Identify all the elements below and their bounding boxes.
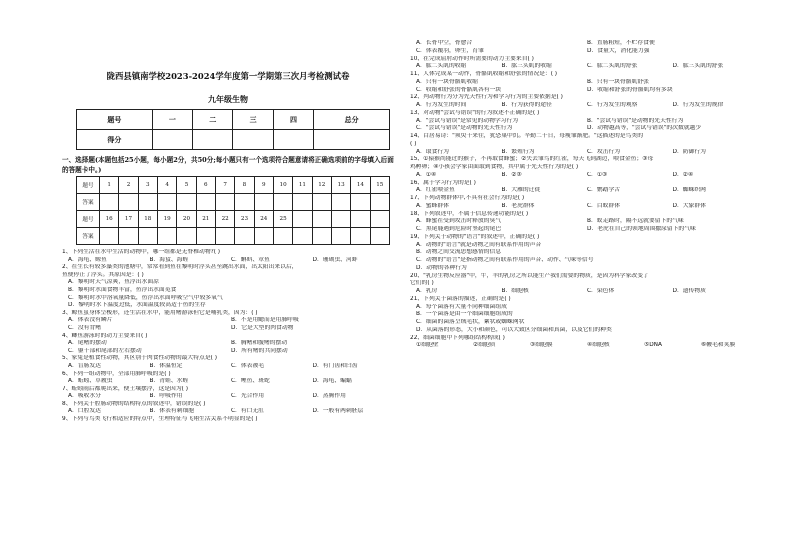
- option-choice[interactable]: B．肱三头肌的收缩: [501, 63, 552, 70]
- score-header-cell: 一: [152, 110, 192, 130]
- option-choice[interactable]: B．不是用鳃而是用肺呼吸: [231, 317, 299, 324]
- answer-label: 答案: [77, 194, 100, 211]
- answer-no-label: 题号: [77, 211, 100, 228]
- option-choice[interactable]: C．躯干部和尾部的左右摆动: [68, 347, 142, 354]
- answer-empty-cell: [293, 228, 312, 245]
- question-stem: 14、白居易诗："须臾十来往，犹恐巢中饥。辛勤二十日，母瘦雏渐肥。"这描述的是鸟类的: [410, 133, 643, 139]
- option-row: [410, 87, 758, 95]
- option-choice[interactable]: A．口腔发达: [68, 408, 101, 415]
- question-stem: 鸡孵卵；④小孩会学家由面取到食物，其中属于先天性行为的是( ): [410, 164, 579, 170]
- option-choice[interactable]: B．老虎群体: [501, 202, 535, 209]
- question-stem: ( ): [410, 140, 417, 147]
- answer-input-cell[interactable]: [254, 228, 273, 245]
- option-row: [410, 187, 758, 195]
- question-stem: 12、判动物行为分为先天性行为和学习行为的主要依据是( ): [410, 94, 563, 101]
- option-choice[interactable]: C．肱二头肌的舒张: [587, 63, 638, 70]
- question-stem: 1、下列生活在水中生活的动物中，哪一组都是无脊椎动物?( ): [62, 249, 221, 255]
- question-item: [410, 296, 758, 335]
- question-item: [62, 386, 394, 401]
- answer-number-cell: 11: [293, 177, 312, 194]
- option-choice[interactable]: A．取食行为: [416, 148, 449, 155]
- option-choice[interactable]: B．直肠粗短，不贮存食便: [587, 40, 655, 46]
- option-row: [410, 242, 758, 250]
- question-stem: 6、下列一组动物中，全部用肺呼吸的是( ): [62, 370, 171, 377]
- answer-number-cell: 14: [351, 177, 370, 194]
- question-stem: 19、下列关于动物的"语言"的叙述中，正确的是( ): [410, 233, 540, 240]
- score-input-cell[interactable]: [152, 130, 192, 150]
- option-choice[interactable]: D．海龟、蝙蝠: [312, 378, 352, 385]
- answer-input-cell[interactable]: [293, 194, 312, 211]
- question-stem: 3、鲸鱼虽身体呈梭形，还生活在水中，能用鳍游泳但它是哺乳类，因为：( ): [62, 309, 258, 316]
- option-choice[interactable]: A．"尝试与错误"是常见的动物学习行为: [416, 117, 519, 124]
- option-row: [410, 265, 758, 273]
- left-question-list: [62, 249, 394, 424]
- option-row: [62, 325, 394, 333]
- option-row: [62, 317, 394, 325]
- question-stem: 16、属于学习行为的是( ): [410, 179, 476, 186]
- question-stem: 4、鲫鱼游泳时的动力主要来自( ): [62, 332, 148, 339]
- score-header-cell: 二: [193, 110, 233, 130]
- question-stem: 10、在完成屈肘动作时所需要的动力主要来自( ): [410, 55, 534, 62]
- option-row: [410, 288, 758, 296]
- answer-input-cell[interactable]: [196, 194, 215, 211]
- option-choice[interactable]: B．大雁的迁徙: [501, 187, 541, 194]
- option-choice[interactable]: ③细胞膜: [530, 342, 553, 349]
- answer-empty-cell: [331, 228, 350, 245]
- option-row: [410, 63, 758, 71]
- option-choice[interactable]: A．长骨中空，骨愈合: [416, 40, 473, 46]
- option-choice[interactable]: B．细胞核: [501, 288, 529, 294]
- answer-number-cell: 2: [119, 177, 138, 194]
- option-choice[interactable]: C．鹦鹉学舌: [587, 187, 621, 194]
- option-choice[interactable]: D．肱三头肌的舒张: [672, 63, 724, 70]
- option-row: [410, 218, 758, 226]
- question-item: [410, 180, 758, 196]
- option-choice[interactable]: B．黎明时水面食物丰富，鱼浮出水面觅食: [68, 286, 177, 293]
- option-choice[interactable]: C．黑尾鹿遇到危险时竖起的尾巴: [416, 226, 502, 232]
- option-choice[interactable]: B．体温恒定: [149, 362, 183, 369]
- option-row: [410, 79, 758, 87]
- option-choice[interactable]: D．一般有两刺胚层: [312, 408, 364, 415]
- question-stem: 20、"乳房生物反应器"中，牛，羊的乳房之所以能生产我们需要的物质，是因为科学家改变了: [410, 272, 649, 279]
- answer-number-cell: 1: [100, 177, 119, 194]
- question-item: [62, 310, 394, 333]
- option-row: [410, 40, 758, 48]
- question-stem: 9、下列与鸟类飞行相适应的特点中，生理特征与飞翔生活关系不明显的是( ): [62, 416, 258, 423]
- answer-empty-cell: [370, 211, 389, 228]
- answer-input-cell[interactable]: [254, 194, 273, 211]
- answer-number-cell: 24: [254, 211, 273, 228]
- option-choice[interactable]: D．食量大，消化能力强: [587, 47, 650, 54]
- score-header-cell: 三: [233, 110, 273, 130]
- answer-input-cell[interactable]: [100, 194, 119, 211]
- answer-number-cell: 12: [312, 177, 331, 194]
- option-row: [410, 319, 758, 327]
- option-choice[interactable]: A．盲肠发达: [68, 362, 101, 369]
- option-row: [410, 304, 758, 312]
- question-stem: 15、①猿猴尚能过的猴子，不再取食蜂蜜；②失去雏鸟的红雀，每天飞到湖边，喂食金鱼；③母: [410, 156, 654, 163]
- question-item: [410, 110, 758, 133]
- question-stem: 8、下列关于腔肠动物的结构特点的叙述中，错误的是( ): [62, 400, 206, 407]
- option-choice[interactable]: A．只有一块骨骼肌收缩: [416, 78, 478, 85]
- question-stem: 它们的( ): [410, 280, 434, 287]
- answer-empty-cell: [351, 211, 370, 228]
- option-choice[interactable]: ⑤DNA: [644, 342, 662, 349]
- option-choice[interactable]: A．乳房: [416, 288, 438, 294]
- option-row: [62, 378, 394, 386]
- question-item: [410, 133, 758, 156]
- option-choice[interactable]: C．光合作用: [231, 393, 265, 400]
- question-stem: 13、对动物"尝试与错误"的行为叙述不正确的是( ): [410, 109, 540, 116]
- option-row: [410, 311, 758, 319]
- answer-input-cell[interactable]: [177, 228, 196, 245]
- option-choice[interactable]: B．体表有刺细胞: [149, 408, 195, 415]
- answer-empty-cell: [351, 228, 370, 245]
- option-choice[interactable]: ②细胞质: [473, 342, 496, 349]
- option-choice[interactable]: D．收缩和舒张的骨骼肌均有多块: [587, 86, 673, 93]
- answer-card-table: [76, 176, 390, 245]
- option-choice[interactable]: C．动物的"语言"是指动物之间有联系作用的声音、动作、气味等信号: [416, 257, 594, 263]
- question-item: [62, 264, 394, 310]
- answer-number-cell: 21: [196, 211, 215, 228]
- answer-input-cell[interactable]: [331, 194, 350, 211]
- score-table: [76, 109, 390, 150]
- question-item: [410, 335, 758, 351]
- question-item: [62, 333, 394, 356]
- answer-input-cell[interactable]: [235, 228, 254, 245]
- answer-input-cell[interactable]: [119, 228, 138, 245]
- answer-number-cell: 15: [370, 177, 389, 194]
- answer-input-cell[interactable]: [138, 194, 157, 211]
- option-choice[interactable]: A．动物的"语言"就是动物之间有联系作用的声音: [416, 241, 542, 248]
- question-item: [62, 401, 394, 416]
- option-row: [62, 295, 394, 303]
- question-item: [410, 56, 758, 72]
- question-item: [62, 355, 394, 370]
- answer-input-cell[interactable]: [273, 194, 292, 211]
- question-item: [410, 273, 758, 296]
- option-choice[interactable]: A．吸收水分: [68, 393, 101, 400]
- option-row: [410, 226, 758, 234]
- answer-input-cell[interactable]: [215, 228, 234, 245]
- question-item: [62, 416, 394, 424]
- answer-number-cell: 20: [177, 211, 196, 228]
- answer-input-cell[interactable]: [177, 194, 196, 211]
- option-choice[interactable]: A．体表没有鳞片: [68, 317, 113, 324]
- option-choice[interactable]: B．行为获得的途径: [501, 102, 552, 108]
- question-item: [62, 371, 394, 386]
- answer-input-cell[interactable]: [100, 228, 119, 245]
- option-choice[interactable]: C．攻击行为: [587, 148, 621, 155]
- answer-number-cell: 23: [235, 211, 254, 228]
- question-item: [410, 234, 758, 273]
- score-row-label: 得分: [77, 130, 153, 150]
- option-choice[interactable]: C．体表覆羽，卵生，育雏: [416, 47, 484, 54]
- option-choice[interactable]: D．动物的各种行为: [416, 264, 467, 271]
- option-choice[interactable]: B．一个菌落是由一个细菌细胞组成的: [416, 311, 513, 318]
- answer-empty-cell: [331, 211, 350, 228]
- question-stem: 22、细菌细胞中下列哪组结构构成( ): [410, 334, 505, 341]
- option-choice[interactable]: C．收缩和舒张的骨骼肌各有一块: [416, 86, 502, 93]
- option-choice[interactable]: B．胸鳍和腹鳍的摆动: [231, 340, 288, 347]
- option-choice[interactable]: B．繁殖行为: [501, 148, 535, 155]
- option-choice[interactable]: D．行为发生的规律: [672, 102, 724, 108]
- option-choice[interactable]: C．鲤鱼、斑蛇: [231, 378, 270, 385]
- answer-input-cell[interactable]: [157, 194, 176, 211]
- score-header-cell: 题号: [77, 110, 153, 130]
- option-choice[interactable]: A．肱二头肌的收缩: [416, 63, 467, 70]
- answer-number-cell: 25: [273, 211, 292, 228]
- option-choice[interactable]: C．行为发生的观察: [587, 102, 638, 108]
- answer-label: 答案: [77, 228, 100, 245]
- score-input-cell[interactable]: [273, 130, 313, 150]
- option-row: [410, 172, 758, 180]
- answer-number-cell: 16: [100, 211, 119, 228]
- option-row: [410, 327, 758, 335]
- option-choice[interactable]: B．青蛙、水蛭: [149, 378, 189, 385]
- option-row: [410, 342, 758, 350]
- answer-input-cell[interactable]: [370, 194, 389, 211]
- answer-input-cell[interactable]: [196, 228, 215, 245]
- option-row: [410, 125, 758, 133]
- answer-input-cell[interactable]: [138, 228, 157, 245]
- option-choice[interactable]: A．每个菌落有大量不同种细菌组成: [416, 303, 507, 310]
- option-row: [62, 287, 394, 295]
- answer-no-label: 题号: [77, 177, 100, 194]
- question-item: [410, 211, 758, 234]
- question-item: [410, 195, 758, 211]
- option-choice[interactable]: ④细胞核: [587, 342, 610, 349]
- option-choice[interactable]: B．"尝试与错误"是动物的先天性行为: [587, 117, 684, 124]
- option-row: [62, 363, 394, 371]
- option-row: [62, 348, 394, 356]
- option-choice[interactable]: D．动物越高等，"尝试与错误"的次数就越少: [587, 125, 702, 132]
- answer-number-cell: 13: [331, 177, 350, 194]
- option-choice[interactable]: B．动物之间交流思想感情的信息: [416, 249, 502, 256]
- answer-number-cell: 9: [254, 177, 273, 194]
- option-row: [62, 408, 394, 416]
- option-choice[interactable]: B．只有一块骨骼肌舒张: [587, 78, 649, 85]
- answer-input-cell[interactable]: [312, 194, 331, 211]
- answer-empty-cell: [370, 228, 389, 245]
- option-choice[interactable]: A．红雀喂金鱼: [416, 187, 455, 194]
- option-row: [410, 118, 758, 126]
- option-row: [410, 249, 758, 257]
- option-choice[interactable]: A．蜜蜂群体: [416, 202, 449, 209]
- option-choice[interactable]: C．"尝试与错误"是动物的先天性行为: [416, 125, 513, 132]
- option-row: [410, 257, 758, 265]
- answer-empty-cell: [293, 211, 312, 228]
- option-choice[interactable]: D．从菌落的形态，大小和颜色，可以大致区分细菌和真菌，以及它们的种类: [416, 326, 612, 333]
- score-header-cell: 总分: [314, 110, 390, 130]
- option-choice[interactable]: D．遗传物质: [672, 288, 706, 294]
- answer-number-cell: 19: [157, 211, 176, 228]
- answer-number-cell: 4: [157, 177, 176, 194]
- exam-subject: 九年级生物: [208, 94, 248, 104]
- answer-number-cell: 17: [119, 211, 138, 228]
- option-choice[interactable]: C．没有背鳍: [68, 324, 102, 331]
- option-choice[interactable]: C．染色体: [587, 288, 615, 294]
- question-item: [410, 71, 758, 94]
- question-stem: 21、下列关于菌落的描述，正确的是( ): [410, 295, 511, 302]
- answer-input-cell[interactable]: [235, 194, 254, 211]
- option-choice[interactable]: D．黎明时水下温度过低，水面温度较高适于鱼的生存: [68, 302, 206, 309]
- answer-number-cell: 10: [273, 177, 292, 194]
- question-item: [410, 156, 758, 179]
- option-row: [62, 340, 394, 348]
- option-row: [62, 279, 394, 287]
- score-input-cell[interactable]: [233, 130, 273, 150]
- option-choice[interactable]: D．老虎在自己的领地周围撒尿留下的气味: [587, 226, 696, 232]
- option-choice[interactable]: B．②③: [501, 171, 522, 178]
- answer-input-cell[interactable]: [351, 194, 370, 211]
- option-choice[interactable]: D．珊瑚虫、河蚌: [312, 256, 358, 263]
- answer-number-cell: 22: [215, 211, 234, 228]
- option-choice[interactable]: D．蒸腾作用: [312, 393, 346, 400]
- answer-input-cell[interactable]: [273, 228, 292, 245]
- score-input-cell[interactable]: [314, 130, 390, 150]
- answer-number-cell: 18: [138, 211, 157, 228]
- question-stem: 11、人体完成某一动作，骨骼肌收缩和舒张的情况是：( ): [410, 71, 558, 77]
- answer-input-cell[interactable]: [215, 194, 234, 211]
- option-choice[interactable]: D．它是大型的肉食动物: [231, 324, 294, 331]
- question-stem: 7、蚯蚓雨后都爬出来，便土壤摆浮，这是因为( ): [62, 385, 188, 392]
- option-choice[interactable]: D．防御行为: [672, 148, 706, 155]
- option-choice[interactable]: A．行为发生的时间: [416, 102, 467, 108]
- option-choice[interactable]: ①细胞壁: [416, 342, 439, 349]
- option-row: [62, 302, 394, 310]
- answer-input-cell[interactable]: [157, 228, 176, 245]
- section-instruction: 一、选择题(本题包括25小题，每小题2分，共50分;每小题只有一个选项符合题意请将正确选项前的字母填入后面的答题卡中。): [62, 156, 394, 174]
- question-item: [410, 40, 758, 56]
- question-stem: 2、在生长有较多藻类的池塘中，常常看到鱼在黎明时浮头甚至跳出水面，出太阳出来以后，: [62, 264, 298, 271]
- option-choice[interactable]: C．有口无肛: [231, 408, 265, 415]
- option-choice[interactable]: C．体表被毛: [231, 362, 265, 369]
- answer-number-cell: 5: [177, 177, 196, 194]
- option-row: [410, 48, 758, 56]
- option-row: [62, 393, 394, 401]
- question-item: [62, 249, 394, 264]
- answer-empty-cell: [312, 211, 331, 228]
- question-stem: 18、下列叙述中，不属于信息传递功能的是( ): [410, 210, 529, 217]
- option-choice[interactable]: C．白蚁群体: [587, 202, 621, 209]
- option-choice[interactable]: B．海蜇、海蛭: [149, 256, 189, 263]
- option-choice[interactable]: ⑥鞭毛和荚膜: [701, 342, 736, 349]
- answer-number-cell: 7: [215, 177, 234, 194]
- option-choice[interactable]: A．尾鳍的摆动: [68, 340, 107, 347]
- option-choice[interactable]: C．①③: [587, 171, 608, 178]
- option-row: [410, 102, 758, 110]
- option-choice[interactable]: B．呼吸作用: [149, 393, 183, 400]
- right-column: [410, 0, 758, 549]
- answer-number-cell: 6: [196, 177, 215, 194]
- answer-empty-cell: [312, 228, 331, 245]
- question-stem: 5、家兔是植食性动物，其区别于肉食性动物的最大特点是( ): [62, 355, 217, 362]
- answer-input-cell[interactable]: [119, 194, 138, 211]
- question-stem: 17、下列动物群体中,不具有社会行为的是( ): [410, 195, 525, 201]
- option-choice[interactable]: A．海龟、鲸鱼: [68, 256, 107, 263]
- option-choice[interactable]: B．蚁走路时，隔不远就要留下的气味: [587, 218, 684, 225]
- option-choice[interactable]: A．蚯蚓、草履虫: [68, 378, 113, 385]
- option-choice[interactable]: A．①④: [416, 171, 437, 178]
- option-choice[interactable]: D．蜘蛛织网: [672, 187, 706, 194]
- option-row: [62, 257, 394, 265]
- option-choice[interactable]: C．蝌蚪、章鱼: [231, 256, 270, 263]
- right-question-list: [410, 40, 758, 350]
- exam-title: 陇西县镇南学校2023-2024学年度第一学期第三次月考检测试卷: [106, 71, 350, 81]
- option-choice[interactable]: C．黎明时水中溶氧量降低，鱼浮出水面呼吸空气中较多氧气: [68, 294, 223, 301]
- answer-number-cell: 3: [138, 177, 157, 194]
- option-row: [410, 203, 758, 211]
- option-choice[interactable]: D．有门齿和臼齿: [312, 362, 358, 369]
- option-choice[interactable]: C．细菌的菌落呈绒毛状，絮状或蜘蛛网状: [416, 319, 525, 325]
- option-row: [410, 149, 758, 157]
- option-choice[interactable]: A．蜂蜜在受到攻击时释放的臭气: [416, 218, 502, 225]
- option-choice[interactable]: D．所有鳍的共同摆动: [231, 347, 288, 354]
- answer-number-cell: 8: [235, 177, 254, 194]
- option-choice[interactable]: D．②④: [672, 171, 694, 178]
- question-stem: 鱼便停止了浮头。其原因是：( ): [62, 271, 144, 278]
- option-choice[interactable]: D．大象群体: [672, 202, 706, 209]
- option-choice[interactable]: A．黎明时天气凉爽，鱼浮出水面凉: [68, 279, 159, 286]
- left-column: [62, 0, 394, 549]
- question-item: [410, 94, 758, 110]
- score-input-cell[interactable]: [193, 130, 233, 150]
- score-header-cell: 四: [273, 110, 313, 130]
